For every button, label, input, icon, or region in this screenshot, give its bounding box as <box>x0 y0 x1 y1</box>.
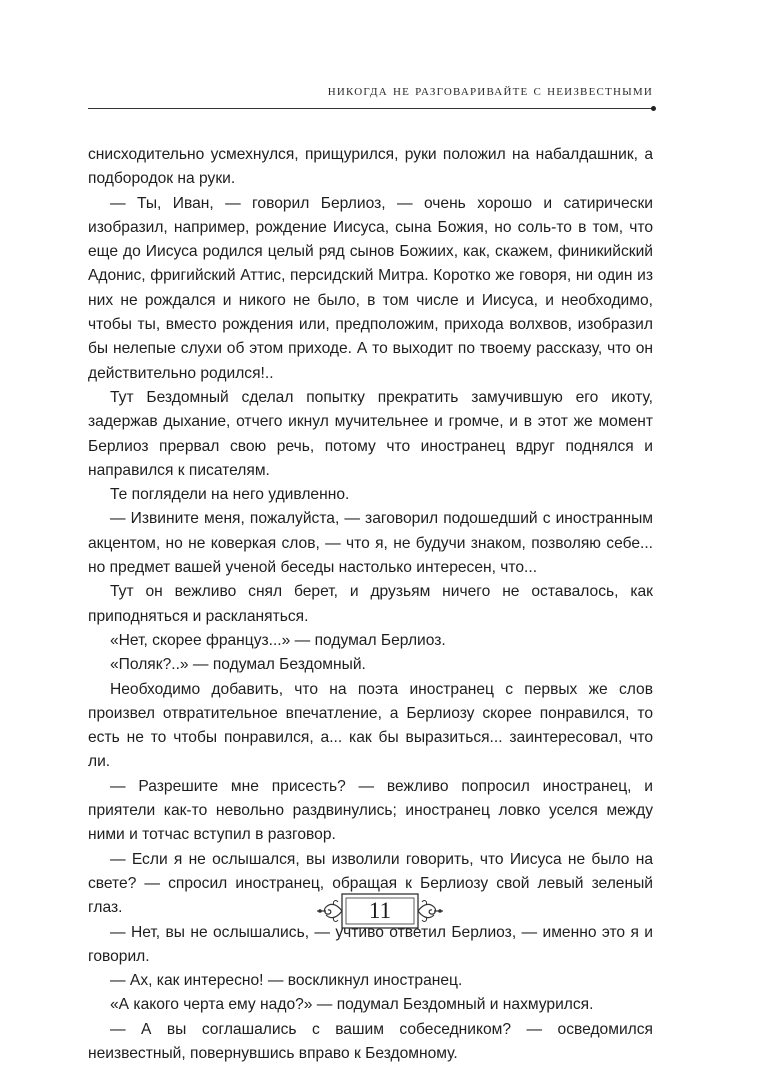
paragraph: — Ты, Иван, — говорил Берлиоз, — очень хорошо и сатирически изобразил, например, рождение Иисуса, сына Божия, но соль-то в том, что еще до Иисуса родился целый ряд сынов Божиих, как, скажем, финикийский Адонис, фригийский Аттис, персидский Митра. Коротко же говоря, ни один из них не рождался и никого не было, в том числе и Иисуса, и необходимо, чтобы ты, вместо рождения или, предположим, прихода волхвов, изобразил бы нелепые слухи об этом приходе. А то выходит по твоему рассказу, что он действительно родился!.. <box>88 194 653 382</box>
paragraph: — Если я не ослышался, вы изволили говорить, что Иисуса не было на свете? — спросил иностранец, обращая к Берлиозу свой левый зеленый глаз. <box>88 850 653 917</box>
paragraph: Тут Бездомный сделал попытку прекратить замучившую его икоту, задержав дыхание, отчего икнул мучительнее и громче, и в этот же момент Берлиоз прервал свою речь, потому что иностранец вдруг поднялся и направился к писателям. <box>88 388 653 479</box>
running-header: никогда не разговаривайте с неизвестными <box>327 82 653 99</box>
paragraph: — А вы соглашались с вашим собеседником? — осведомился неизвестный, повернувшись вправо к Бездомному. <box>88 1020 653 1062</box>
page-number-ornament <box>314 891 446 931</box>
paragraph: «Поляк?..» — подумал Бездомный. <box>110 656 366 674</box>
header-rule <box>88 108 653 109</box>
paragraph: Тут он вежливо снял берет, и друзьям ничего не оставалось, как приподняться и раскланяться. <box>88 583 653 625</box>
header-rule-dot <box>651 106 656 111</box>
paragraph: — Нет, вы не ослышались, — учтиво ответил Берлиоз, — именно это я и говорил. <box>88 923 653 965</box>
paragraph: «А какого черта ему надо?» — подумал Бездомный и нахмурился. <box>110 996 594 1014</box>
paragraph: — Разрешите мне присесть? — вежливо попросил иностранец, и приятели как-то невольно раздвинулись; иностранец ловко уселся между ними и тотчас вступил в разговор. <box>88 777 653 844</box>
paragraph: — Извините меня, пожалуйста, — заговорил подошедший с иностранным акцентом, но не коверкая слов, — что я, не будучи знаком, позволяю себе... но предмет вашей ученой беседы настолько интересен, что... <box>88 510 653 577</box>
paragraph: — Ах, как интересно! — воскликнул иностранец. <box>110 972 463 990</box>
paragraph: «Нет, скорее француз...» — подумал Берлиоз. <box>110 631 446 649</box>
paragraph: Те поглядели на него удивленно. <box>110 486 350 504</box>
paragraph: Необходимо добавить, что на поэта иностранец с первых же слов произвел отвратительное впечатление, а Берлиозу скорее понравился, то есть не то чтобы понравился, а... как бы выразиться... заинтересовал, что ли. <box>88 680 653 771</box>
page-number: 11 <box>368 898 392 923</box>
paragraph: снисходительно усмехнулся, прищурился, руки положил на набалдашник, а подбородок на руки. <box>88 146 653 188</box>
